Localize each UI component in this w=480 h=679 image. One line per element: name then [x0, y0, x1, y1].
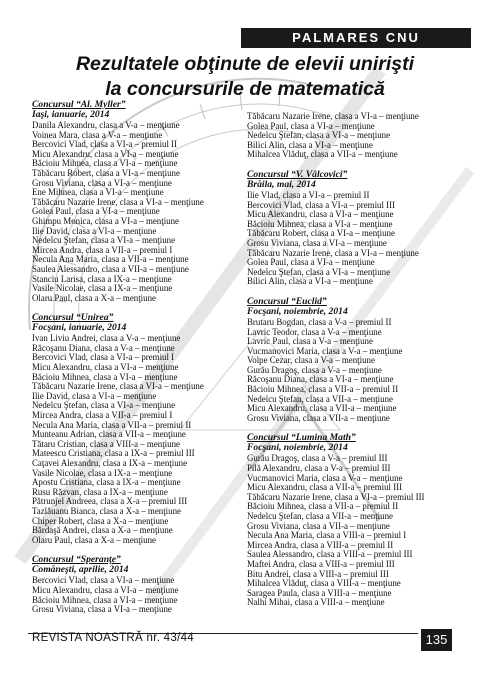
results-list	[247, 191, 462, 287]
result-line: Nedelcu Ştefan, clasa a VI-a – menţiune	[247, 266, 391, 277]
result-line: Lavric Teodor, clasa a V-a – menţiune	[247, 326, 382, 337]
result-line: Băcioiu Mihnea, clasa a VII-a – premiul II	[247, 384, 399, 395]
result-line: Lavric Paul, clasa a V-a – menţiune	[247, 336, 373, 347]
result-line: Golea Paul, clasa a VI-a – menţiune	[32, 206, 160, 217]
contest-location-date: Focşani, noiembrie, 2014	[247, 305, 348, 317]
result-line: Micu Alexandru, clasa a VI-a – menţiune	[32, 584, 179, 595]
contest-section-valcovici	[247, 170, 462, 287]
result-line: Micu Alexandru, clasa a VII-a – menţiune	[247, 403, 397, 414]
result-line: Mateescu Cristiana, clasa a IX-a – premiul III	[32, 448, 195, 459]
result-line: Ilie David, clasa a VI-a – menţiune	[32, 390, 157, 401]
results-list	[247, 318, 462, 424]
result-line: Chiper Robert, clasa a X-a – menţiune	[32, 515, 169, 526]
result-line: Tăbăcaru Nazarie Irene, clasa a VI-a – premiul III	[247, 491, 425, 502]
result-line: Ilie David, clasa a VI-a – menţiune	[32, 225, 157, 236]
title-line-2: la concursurile de matematică	[105, 78, 385, 100]
result-line: Grosu Viviana, clasa a VI-a – menţiune	[32, 604, 172, 615]
results-list	[32, 121, 237, 303]
result-line: Bilici Alin, clasa a VI-a – menţiune	[247, 139, 373, 150]
contest-location-date: Focşani, noiembrie, 2014	[247, 442, 348, 454]
result-line: Nedelcu Ştefan, clasa a VII-a – menţiune	[247, 393, 393, 404]
result-line: Răcoşanu Diana, clasa a V-a – menţiune	[32, 342, 175, 353]
result-line: Grosu Viviana, clasa a VI-a – menţiune	[247, 237, 387, 248]
result-line: Golea Paul, clasa a VI-a – menţiune	[247, 257, 375, 268]
result-line: Ene Mihnea, clasa a VI-a – menţiune	[32, 187, 164, 198]
result-line: Bercovici Vlad, clasa a VI-a – premiul III	[247, 199, 396, 210]
result-line: Bilici Alin, clasa a VI-a – menţiune	[247, 276, 373, 287]
result-line: Băcioiu Mihnea, clasa a VI-a – menţiune	[247, 218, 393, 229]
contest-location-date: Iaşi, ianuarie, 2014	[32, 109, 110, 120]
result-line: Stanciu Larisa, clasa a IX-a – menţiune	[32, 273, 172, 284]
result-line: Micu Alexandru, clasa a VII-a – premiul III	[247, 482, 403, 493]
contest-heading: Concursul “Unirea”	[32, 312, 114, 324]
contest-heading: Concursul “Speranţe”	[32, 554, 121, 566]
result-line: Vasile Nicolae, clasa a IX-a – menţiune	[32, 467, 173, 478]
contest-location-date: Focşani, ianuarie, 2014	[32, 322, 127, 334]
result-line: Băcioiu Mihnea, clasa a VI-a – menţiune	[32, 594, 178, 605]
right-column	[247, 112, 462, 608]
result-line: Tăbăcaru Nazarie Irene, clasa a VI-a – menţiune	[247, 111, 419, 121]
title-line-1: Rezultatele obţinute de elevii unirişti	[75, 53, 415, 75]
contest-section-sperante	[32, 555, 237, 614]
contest-location-date: Comăneşti, aprilie, 2014	[32, 564, 129, 576]
contest-section-myller	[32, 100, 237, 303]
left-column	[32, 100, 237, 615]
result-line: Vucmanovici Maria, clasa a V-a – menţiune	[247, 345, 403, 356]
contest-heading: Concursul “V. Vâlcovici”	[247, 168, 348, 180]
result-line: Vucmanovici Maria, clasa a V-a – menţiune	[247, 472, 403, 483]
result-line: Nedelcu Ştefan, clasa a VII-a – menţiune	[247, 511, 393, 521]
result-line: Micu Alexandru, clasa a VI-a – menţiune	[32, 362, 179, 373]
journal-name: REVISTA NOASTRĂ nr. 43/44	[32, 632, 194, 644]
result-line: Brutaru Bogdan, clasa a V-a – premiul II	[247, 316, 392, 327]
result-line: Tăbăcaru Nazarie Irene, clasa a VI-a – menţiune	[247, 247, 419, 258]
result-line: Tătaru Cristian, clasa a VIII-a – menţiune	[32, 438, 180, 449]
result-line: Necula Ana Maria, clasa a VII-a – menţiune	[32, 254, 189, 265]
results-list-continued	[247, 112, 462, 160]
result-line: Mihalcea Vlăduţ, clasa a VIII-a – menţiune	[247, 578, 401, 589]
result-line: Munteanu Adrian, clasa a VII-a – menţiune	[32, 429, 186, 440]
result-line: Ivan Liviu Andrei, clasa a V-a – menţiune	[32, 333, 181, 344]
result-line: Necula Ana Maria, clasa a VII-a – premiul II	[32, 419, 192, 430]
section-banner: PALMARES CNU	[241, 28, 471, 48]
result-line: Tăbăcaru Robert, clasa a VI-a – menţiune	[32, 167, 180, 178]
result-line: Grosu Viviana, clasa a VI-a – menţiune	[32, 177, 172, 188]
result-line: Necula Ana Maria, clasa a VIII-a – premiul I	[247, 530, 407, 541]
result-line: Bercovici Vlad, clasa a VI-a – menţiune	[32, 575, 175, 586]
results-list	[247, 454, 462, 608]
result-line: Nedelcu Ştefan, clasa a VI-a – menţiune	[32, 400, 176, 411]
result-line: Olaru Paul, clasa a X-a – menţiune	[32, 534, 156, 545]
result-line: Mircea Andra, clasa a VII-a – premiul I	[32, 410, 173, 421]
result-line: Tăbăcaru Robert, clasa a VI-a – menţiune	[247, 228, 395, 239]
result-line: Apostu Cristiana, clasa a IX-a – menţiune	[32, 477, 181, 488]
results-list	[32, 576, 237, 614]
result-line: Golea Paul, clasa a VI-a – menţiune	[247, 120, 375, 131]
contest-section-unirea	[32, 313, 237, 545]
result-line: Răcoşanu Diana, clasa a VI-a – menţiune	[247, 374, 394, 385]
contest-heading: Concursul “Lumina Math”	[247, 432, 356, 444]
result-line: Micu Alexandru, clasa a VI-a – menţiune	[247, 209, 394, 220]
result-line: Caţavei Alexandru, clasa a IX-a – menţiune	[32, 458, 188, 468]
page-title	[30, 52, 460, 102]
result-line: Nalhi Mihai, clasa a VIII-a – menţiune	[247, 597, 385, 608]
result-line: Maftei Andra, clasa a VIII-a – premiul III	[247, 558, 395, 569]
result-line: Voinea Mara, clasa a V-a – menţiune	[32, 129, 163, 140]
page-number: 135	[421, 629, 452, 651]
result-line: Olaru Paul, clasa a X-a – menţiune	[32, 292, 156, 303]
result-line: Saulea Alessandro, clasa a VIII-a – premiul III	[247, 549, 413, 560]
result-line: Grosu Viviana, clasa a VII-a – menţiune	[247, 412, 390, 423]
result-line: Grosu Viviana, clasa a VII-a – menţiune	[247, 520, 390, 531]
result-line: Ghimpu Monica, clasa a VI-a – menţiune	[32, 215, 179, 226]
contest-heading: Concursul “Euclid”	[247, 295, 327, 307]
result-line: Gurău Dragoş, clasa a V-a – menţiune	[247, 364, 382, 375]
result-line: Saulea Alessandro, clasa a VII-a – menţiune	[32, 263, 189, 274]
contest-section-lumina-math	[247, 433, 462, 608]
result-line: Bărdaşă Andrei, clasa a X-a – menţiune	[32, 525, 173, 536]
result-line: Rusu Răzvan, clasa a IX-a – menţiune	[32, 486, 168, 497]
result-line: Mihalcea Vlăduţ, clasa a VII-a – menţiune	[247, 149, 398, 160]
result-line: Tăbăcaru Nazarie Irene, clasa a VI-a – menţiune	[32, 381, 204, 392]
result-line: Micu Alexandru, clasa a VI-a – menţiune	[32, 148, 179, 159]
result-line: Bitu Andrei, clasa a VIII-a – premiul III	[247, 568, 389, 579]
result-line: Nedelcu Ştefan, clasa a VI-a – menţiune	[247, 130, 391, 141]
result-line: Mircea Andra, clasa a VII-a – premiul I	[32, 244, 173, 255]
results-list	[32, 334, 237, 545]
contest-location-date: Brăila, mai, 2014	[247, 178, 316, 190]
result-line: Gurău Dragoş, clasa a V-a – premiul III	[247, 453, 388, 464]
result-line: Vasile Nicolae, clasa a IX-a – menţiune	[32, 283, 173, 294]
result-line: Mircea Andra, clasa a VIII-a – premiul II	[247, 539, 394, 550]
result-line: Saragea Paula, clasa a VIII-a – menţiune	[247, 587, 392, 598]
result-line: Tăbăcaru Nazarie Irene, clasa a VI-a – menţiune	[32, 196, 204, 207]
contest-section-euclid	[247, 297, 462, 424]
result-line: Nedelcu Ştefan, clasa a VI-a – menţiune	[32, 235, 176, 246]
result-line: Pilă Alexandru, clasa a V-a – premiul III	[247, 463, 391, 474]
result-line: Ilie Vlad, clasa a VI-a – premiul II	[247, 189, 370, 200]
result-line: Băcioiu Mihnea, clasa a VI-a – menţiune	[32, 158, 178, 169]
result-line: Bercovici Vlad, clasa a VI-a – premiul I	[32, 352, 175, 363]
result-line: Băcioiu Mihnea, clasa a VI-a – menţiune	[32, 371, 178, 382]
result-line: Băcioiu Mihnea, clasa a VII-a – premiul II	[247, 501, 399, 512]
result-line: Danila Alexandru, clasa a V-a – menţiune	[32, 120, 180, 130]
result-line: Tazlăuanu Bianca, clasa a X-a – menţiune	[32, 505, 181, 516]
result-line: Volpe Cezar, clasa a V-a – menţiune	[247, 355, 375, 366]
result-line: Bercovici Vlad, clasa a VI-a – premiul II	[32, 139, 178, 150]
contest-heading: Concursul “Al. Myller”	[32, 99, 126, 110]
result-line: Pătrunjel Andreea, clasa a X-a – premiul III	[32, 496, 188, 507]
